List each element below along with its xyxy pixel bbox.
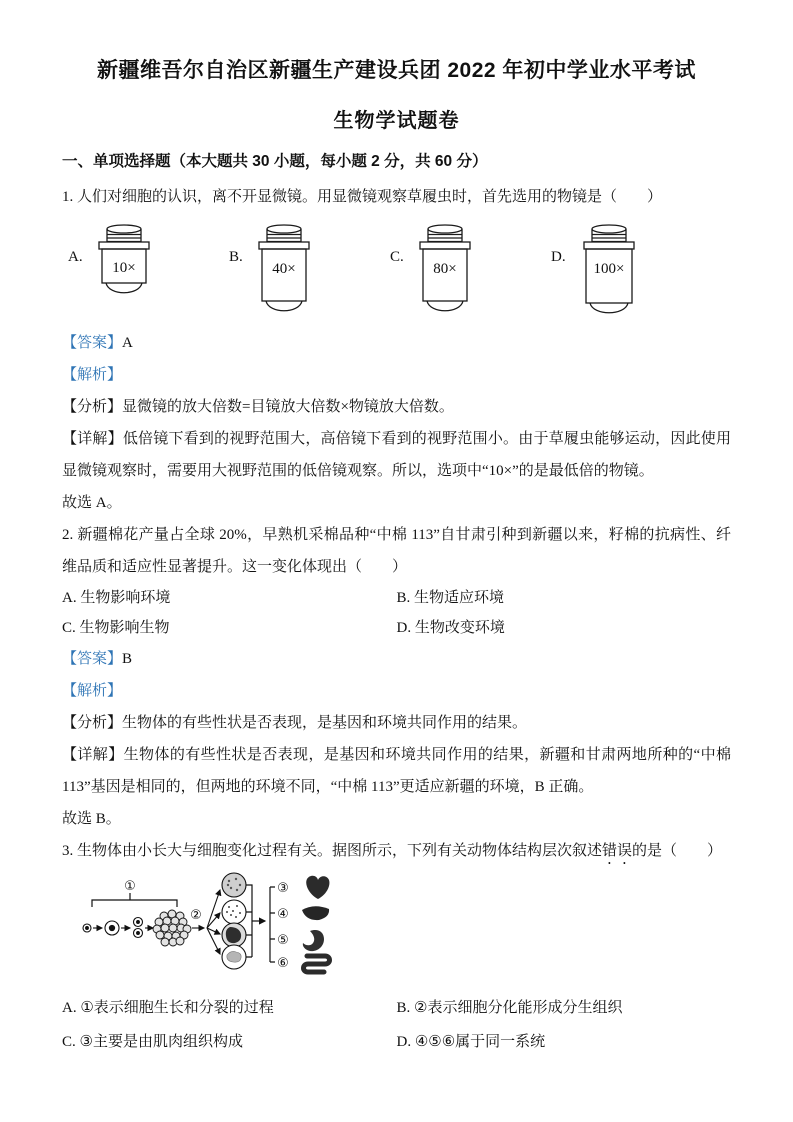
svg-text:①: ① xyxy=(124,879,136,894)
cell-cluster xyxy=(153,910,191,946)
q3-stem-pre: 3. 生物体由小长大与细胞变化过程有关。据图所示，下列有关动物体结构层次叙述 xyxy=(62,843,603,859)
q3-stem xyxy=(62,835,731,868)
q2-analysis: 【分析】生物体的有些性状是否表现，是基因和环境共同作用的结果。 xyxy=(62,715,528,731)
page-subtitle: 生物学试题卷 xyxy=(333,110,460,132)
cell-growth-sequence xyxy=(83,918,153,938)
question-1 xyxy=(62,181,731,519)
q2-option-a: A. 生物影响环境 xyxy=(62,590,171,606)
q3-option-c: C. ③主要是由肌肉组织构成 xyxy=(62,1034,243,1050)
tissue-circles xyxy=(222,873,246,969)
analysis-label: 【解析】 xyxy=(62,683,123,699)
svg-text:100×: 100× xyxy=(593,261,625,277)
q2-option-c: C. 生物影响生物 xyxy=(62,620,170,636)
q1-option-a xyxy=(68,221,229,305)
q2-detail: 【详解】生物体的有些性状是否表现，是基因和环境共同作用的结果，新疆和甘肃两地所种的“中棉 113”基因是相同的，但两地的环境不同，“中棉 113”更适应新疆的环境，B 正确。 xyxy=(62,747,731,795)
q2-answer-line xyxy=(62,643,731,675)
svg-text:⑤: ⑤ xyxy=(277,933,289,948)
objective-lens-40x-icon xyxy=(251,221,317,323)
q1-detail: 【详解】低倍镜下看到的视野范围大，高倍镜下看到的视野范围小。由于草履虫能够运动，因此使用显微镜观察时，需要用大视野范围的低倍镜观察。所以，选项中“10×”的是最低倍的物镜。 xyxy=(62,431,731,479)
objective-lens-10x-icon xyxy=(91,221,157,305)
svg-text:④: ④ xyxy=(277,907,289,922)
intestine-icon xyxy=(304,956,330,972)
q1-option-b xyxy=(229,221,390,323)
q2-option-d: D. 生物改变环境 xyxy=(396,620,505,636)
q3-options xyxy=(62,991,731,1059)
question-3 xyxy=(62,835,731,1059)
answer-label: 【答案】 xyxy=(62,651,123,667)
svg-text:80×: 80× xyxy=(433,261,457,277)
q1-stem: 1. 人们对细胞的认识，离不开显微镜。用显微镜观察草履虫时，首先选用的物镜是（ ） xyxy=(62,189,663,205)
q3-stem-emphasis: 错误 xyxy=(602,843,633,859)
q3-option-d: D. ④⑤⑥属于同一系统 xyxy=(396,1034,546,1050)
question-2 xyxy=(62,519,731,835)
q1-lens-options xyxy=(68,221,731,325)
q1-answer-value: A xyxy=(122,335,133,351)
q3-option-a: A. ①表示细胞生长和分裂的过程 xyxy=(62,1000,274,1016)
analysis-label: 【解析】 xyxy=(62,367,123,383)
svg-text:40×: 40× xyxy=(272,261,296,277)
answer-label: 【答案】 xyxy=(62,335,123,351)
q2-jiexi-line xyxy=(62,675,731,707)
q1-jiexi-line xyxy=(62,359,731,391)
svg-text:③: ③ xyxy=(277,881,289,896)
cell-differentiation-diagram xyxy=(70,872,370,984)
q3-option-b: B. ②表示细胞分化能形成分生组织 xyxy=(396,1000,623,1016)
q3-stem-post: 的是（ ） xyxy=(632,843,723,859)
svg-text:⑥: ⑥ xyxy=(277,956,289,971)
heart-icon xyxy=(306,876,329,899)
objective-lens-100x-icon xyxy=(574,221,644,325)
q1-analysis: 【分析】显微镜的放大倍数=目镜放大倍数×物镜放大倍数。 xyxy=(62,399,454,415)
option-letter: C. xyxy=(390,249,404,265)
q2-answer-value: B xyxy=(122,651,133,667)
q1-conclusion: 故选 A。 xyxy=(62,495,122,511)
q1-answer-line xyxy=(62,327,731,359)
stomach-icon xyxy=(303,930,324,951)
page-title: 新疆维吾尔自治区新疆生产建设兵团 2022 年初中学业水平考试 xyxy=(97,59,696,82)
svg-text:10×: 10× xyxy=(111,260,136,276)
svg-text:②: ② xyxy=(190,908,202,923)
q2-options xyxy=(62,583,731,643)
liver-icon xyxy=(302,906,329,920)
option-letter: B. xyxy=(229,249,243,265)
q2-conclusion: 故选 B。 xyxy=(62,811,121,827)
q3-diagram xyxy=(70,872,731,989)
organ-icons xyxy=(302,876,330,972)
q1-option-d xyxy=(551,221,712,325)
q1-option-c xyxy=(390,221,551,323)
q2-stem: 2. 新疆棉花产量占全球 20%，早熟机采棉品种“中棉 113”自甘肃引种到新疆以来，籽棉的抗病性、纤维品质和适应性显著提升。这一变化体现出（ ） xyxy=(62,527,731,575)
objective-lens-80x-icon xyxy=(412,221,478,323)
option-letter: A. xyxy=(68,249,83,265)
section-heading: 一、单项选择题（本大题共 30 小题，每小题 2 分，共 60 分） xyxy=(62,153,488,170)
q2-option-b: B. 生物适应环境 xyxy=(396,590,505,606)
option-letter: D. xyxy=(551,249,566,265)
